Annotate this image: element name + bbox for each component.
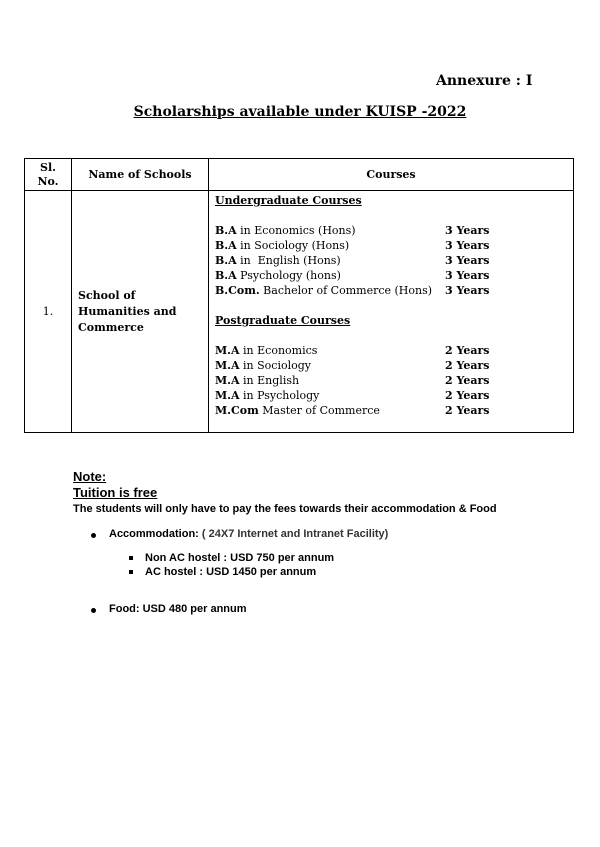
accommodation-detail: ( 24X7 Internet and Intranet Facility) [198, 528, 389, 540]
bullet-square-icon [129, 556, 133, 560]
course-title: in Psychology [239, 389, 320, 402]
course-title: Bachelor of Commerce (Hons) [259, 284, 433, 297]
course-degree: M.A [215, 344, 240, 357]
course-degree: M.Com [215, 404, 259, 417]
course-title: Psychology (hons) [236, 269, 341, 282]
accommodation-label: Accommodation: [109, 528, 199, 540]
header-sl-no: Sl. No. [25, 159, 72, 191]
fees-note: The students will only have to pay the fees towards their accommodation & Food [73, 503, 497, 515]
bullet-dot-icon [91, 533, 96, 538]
courses-table [24, 158, 574, 433]
course-row [215, 223, 567, 238]
course-duration: 2 Years [445, 389, 490, 402]
sl-no-cell: 1. [25, 191, 72, 433]
table-header-row [25, 159, 574, 191]
course-name [215, 358, 445, 373]
course-row [215, 238, 567, 253]
course-duration: 3 Years [445, 269, 490, 282]
course-name [215, 283, 445, 298]
header-courses: Courses [209, 159, 574, 191]
undergraduate-course-list [215, 223, 567, 298]
course-duration: 2 Years [445, 404, 490, 417]
tuition-free-label: Tuition is free [73, 485, 158, 500]
course-degree: B.A [215, 224, 237, 237]
postgraduate-heading: Postgraduate Courses [215, 314, 351, 327]
hostel-item-ac: AC hostel : USD 1450 per annum [145, 566, 317, 578]
course-degree: B.Com. [215, 284, 260, 297]
page-title: Scholarships available under KUISP -2022 [133, 104, 467, 120]
course-title: in Economics [239, 344, 318, 357]
course-name [215, 343, 445, 358]
bullet-square-icon [129, 570, 133, 574]
course-row [215, 358, 567, 373]
course-title: in Sociology (Hons) [236, 239, 350, 252]
course-degree: B.A [215, 239, 237, 252]
course-name [215, 223, 445, 238]
course-duration: 3 Years [445, 239, 490, 252]
course-duration: 3 Years [445, 224, 490, 237]
course-name [215, 253, 445, 268]
course-row [215, 373, 567, 388]
courses-cell [209, 191, 574, 433]
course-title: in English (Hons) [236, 254, 341, 267]
course-degree: B.A [215, 269, 237, 282]
course-degree: M.A [215, 374, 240, 387]
course-row [215, 388, 567, 403]
course-degree: M.A [215, 389, 240, 402]
header-school-name: Name of Schools [72, 159, 209, 191]
note-block [73, 469, 157, 501]
course-duration: 2 Years [445, 344, 490, 357]
course-name [215, 238, 445, 253]
undergraduate-heading: Undergraduate Courses [215, 194, 362, 207]
course-name [215, 388, 445, 403]
course-row [215, 343, 567, 358]
course-title: in Sociology [239, 359, 311, 372]
course-row [215, 268, 567, 283]
school-name-cell: School of Humanities and Commerce [72, 191, 209, 433]
table-row [25, 191, 574, 433]
food-item: Food: USD 480 per annum [109, 603, 247, 615]
course-title: in English [239, 374, 300, 387]
postgraduate-course-list [215, 343, 567, 418]
course-title: Master of Commerce [258, 404, 380, 417]
course-row [215, 283, 567, 298]
course-name [215, 373, 445, 388]
bullet-dot-icon [91, 608, 96, 613]
hostel-item-non-ac: Non AC hostel : USD 750 per annum [145, 552, 335, 564]
accommodation-item [109, 528, 388, 540]
course-name [215, 403, 445, 418]
course-duration: 3 Years [445, 284, 490, 297]
course-duration: 3 Years [445, 254, 490, 267]
course-title: in Economics (Hons) [236, 224, 356, 237]
course-row [215, 253, 567, 268]
note-label: Note: [73, 469, 107, 484]
annexure-label: Annexure : I [436, 73, 533, 89]
course-degree: M.A [215, 359, 240, 372]
course-name [215, 268, 445, 283]
course-duration: 2 Years [445, 374, 490, 387]
course-degree: B.A [215, 254, 237, 267]
course-row [215, 403, 567, 418]
course-duration: 2 Years [445, 359, 490, 372]
